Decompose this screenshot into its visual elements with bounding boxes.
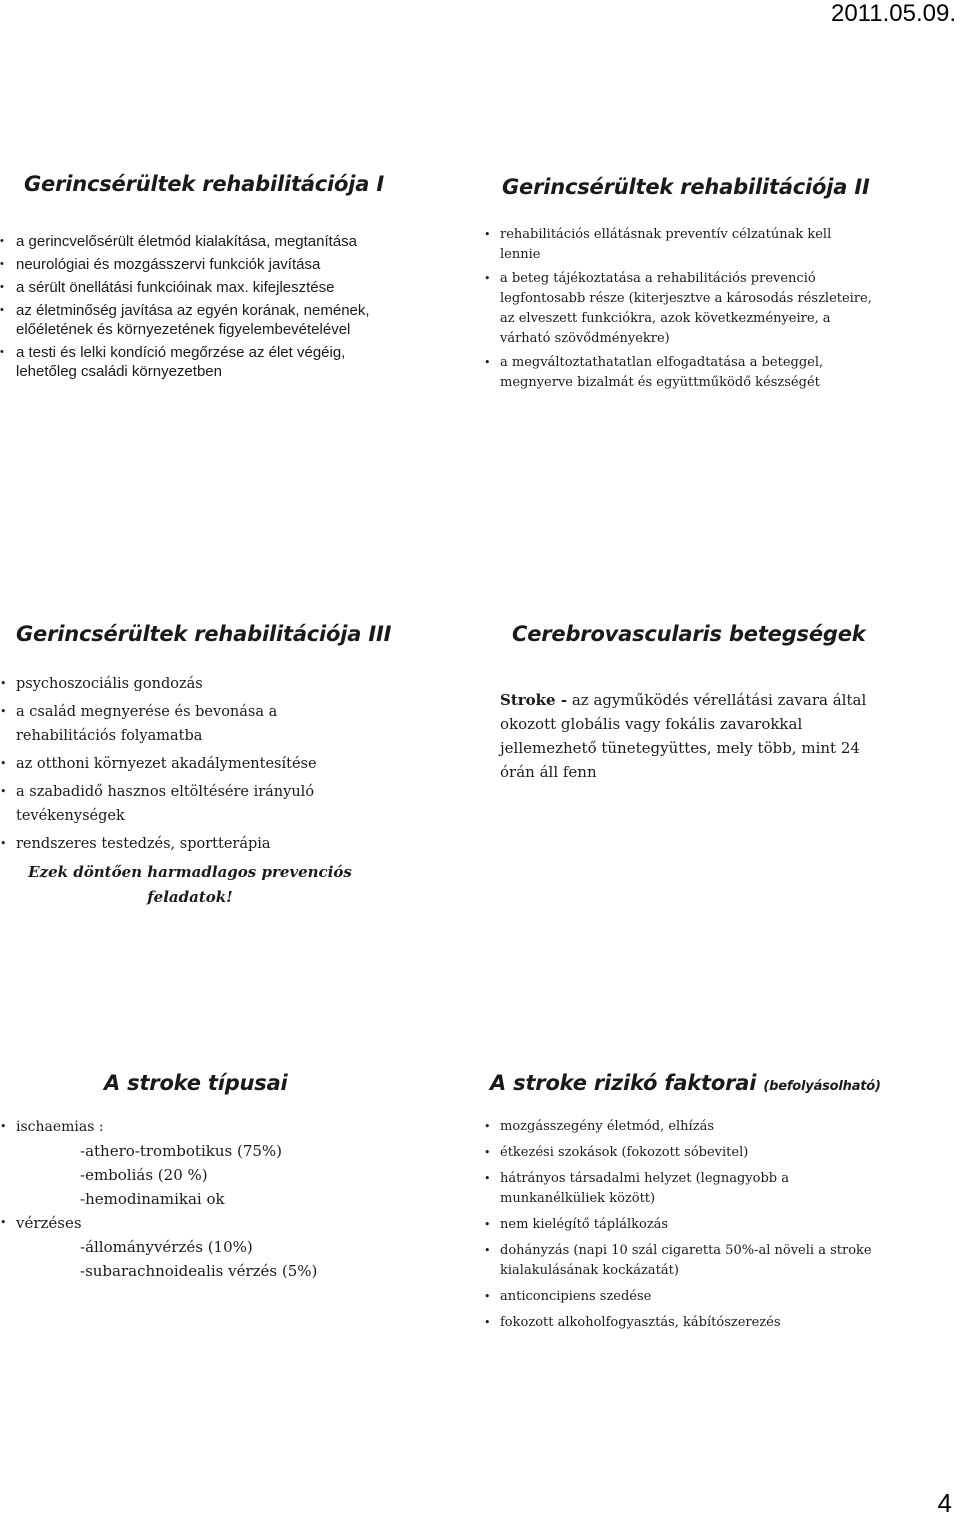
list-item: • psychoszociális gondozás bbox=[0, 672, 380, 696]
list-item: • a sérült önellátási funkcióinak max. kifejlesztése bbox=[0, 278, 372, 297]
slide-6-title-suffix: (befolyásolható) bbox=[763, 1079, 881, 1094]
slide-6-title-text: A stroke rizikó faktorai bbox=[490, 1071, 757, 1095]
list-item: • a beteg tájékoztatása a rehabilitációs prevenció legfontosabb része (kiterjesztve a károsodás részleteire, az elveszett funkciókra, azok következményeire, a várható szövődményekre) bbox=[484, 269, 874, 349]
list-item: • a szabadidő hasznos eltöltésére irányuló tevékenységek bbox=[0, 780, 380, 828]
slide-6 bbox=[484, 1071, 884, 1339]
list-item: • az otthoni környezet akadálymentesítése bbox=[0, 752, 380, 776]
list-item: • a megváltoztathatatlan elfogadtatása a beteggel, megnyerve bizalmát és együttműködő készségét bbox=[484, 353, 874, 393]
slide-5-list-2 bbox=[0, 1211, 400, 1235]
slide-2-list bbox=[484, 225, 874, 393]
prevention-note: Ezek döntően harmadlagos prevenciós feladatok! bbox=[28, 863, 352, 906]
slide-2 bbox=[484, 175, 884, 397]
slide-5 bbox=[0, 1071, 400, 1283]
slide-3-title: Gerincsérültek rehabilitációja III bbox=[16, 622, 392, 646]
list-item: • mozgásszegény életmód, elhízás bbox=[484, 1117, 874, 1137]
slide-2-title: Gerincsérültek rehabilitációja II bbox=[502, 175, 870, 199]
sub-item: -emboliás (20 %) bbox=[80, 1166, 208, 1184]
slide-6-title bbox=[484, 1071, 884, 1095]
list-item: • rendszeres testedzés, sportterápia bbox=[0, 832, 380, 856]
sub-item: -athero-trombotikus (75%) bbox=[80, 1142, 283, 1160]
stroke-definition bbox=[484, 688, 880, 784]
slide-3 bbox=[0, 622, 400, 910]
list-item: • nem kielégítő táplálkozás bbox=[484, 1215, 874, 1235]
slide-1 bbox=[0, 172, 384, 385]
slide-1-title: Gerincsérültek rehabilitációja I bbox=[24, 172, 384, 196]
sub-item: -subarachnoidealis vérzés (5%) bbox=[80, 1262, 318, 1280]
stroke-term: Stroke - bbox=[500, 691, 568, 709]
list-item: • hátrányos társadalmi helyzet (legnagyobb a munkanélküliek között) bbox=[484, 1169, 874, 1209]
stroke-definition-text: az agyműködés vérellátási zavara által okozott globális vagy fokális zavarokkal jellemezhető tünetegyüttes, mely több, mint 24 órán áll fenn bbox=[500, 691, 867, 781]
list-item-hemorrhagic: • vérzéses bbox=[0, 1211, 400, 1235]
list-item: • az életminőség javítása az egyén korának, nemének, előéletének és környezetének figyelembevételével bbox=[0, 301, 372, 339]
slide-4 bbox=[484, 622, 884, 784]
list-item: • a család megnyerése és bevonása a rehabilitációs folyamatba bbox=[0, 700, 380, 748]
slide-5-list bbox=[0, 1115, 400, 1139]
slide-5-title: A stroke típusai bbox=[104, 1071, 288, 1095]
list-item: • a testi és lelki kondíció megőrzése az élet végéig, lehetőleg családi környezetben bbox=[0, 343, 372, 381]
list-item: • neurológiai és mozgásszervi funkciók javítása bbox=[0, 255, 372, 274]
slide-6-list bbox=[484, 1117, 874, 1333]
list-item: • a gerincvelősérült életmód kialakítása, megtanítása bbox=[0, 232, 372, 251]
page-number: 4 bbox=[937, 1488, 952, 1518]
slide-1-list bbox=[0, 232, 372, 381]
list-item: • anticoncipiens szedése bbox=[484, 1287, 874, 1307]
slide-3-list bbox=[0, 672, 380, 856]
list-item: • dohányzás (napi 10 szál cigaretta 50%-al növeli a stroke kialakulásának kockázatát) bbox=[484, 1241, 874, 1281]
list-item: • rehabilitációs ellátásnak preventív célzatúnak kell lennie bbox=[484, 225, 874, 265]
list-item: • fokozott alkoholfogyasztás, kábítószerezés bbox=[484, 1313, 874, 1333]
sub-item: -állományvérzés (10%) bbox=[80, 1238, 253, 1256]
date-header: 2011.05.09. bbox=[830, 0, 956, 27]
list-item-ischaemic: • ischaemias : bbox=[0, 1115, 400, 1139]
sub-item: -hemodinamikai ok bbox=[80, 1190, 225, 1208]
slide-4-title: Cerebrovascularis betegségek bbox=[512, 622, 866, 646]
list-item: • étkezési szokások (fokozott sóbevitel) bbox=[484, 1143, 874, 1163]
